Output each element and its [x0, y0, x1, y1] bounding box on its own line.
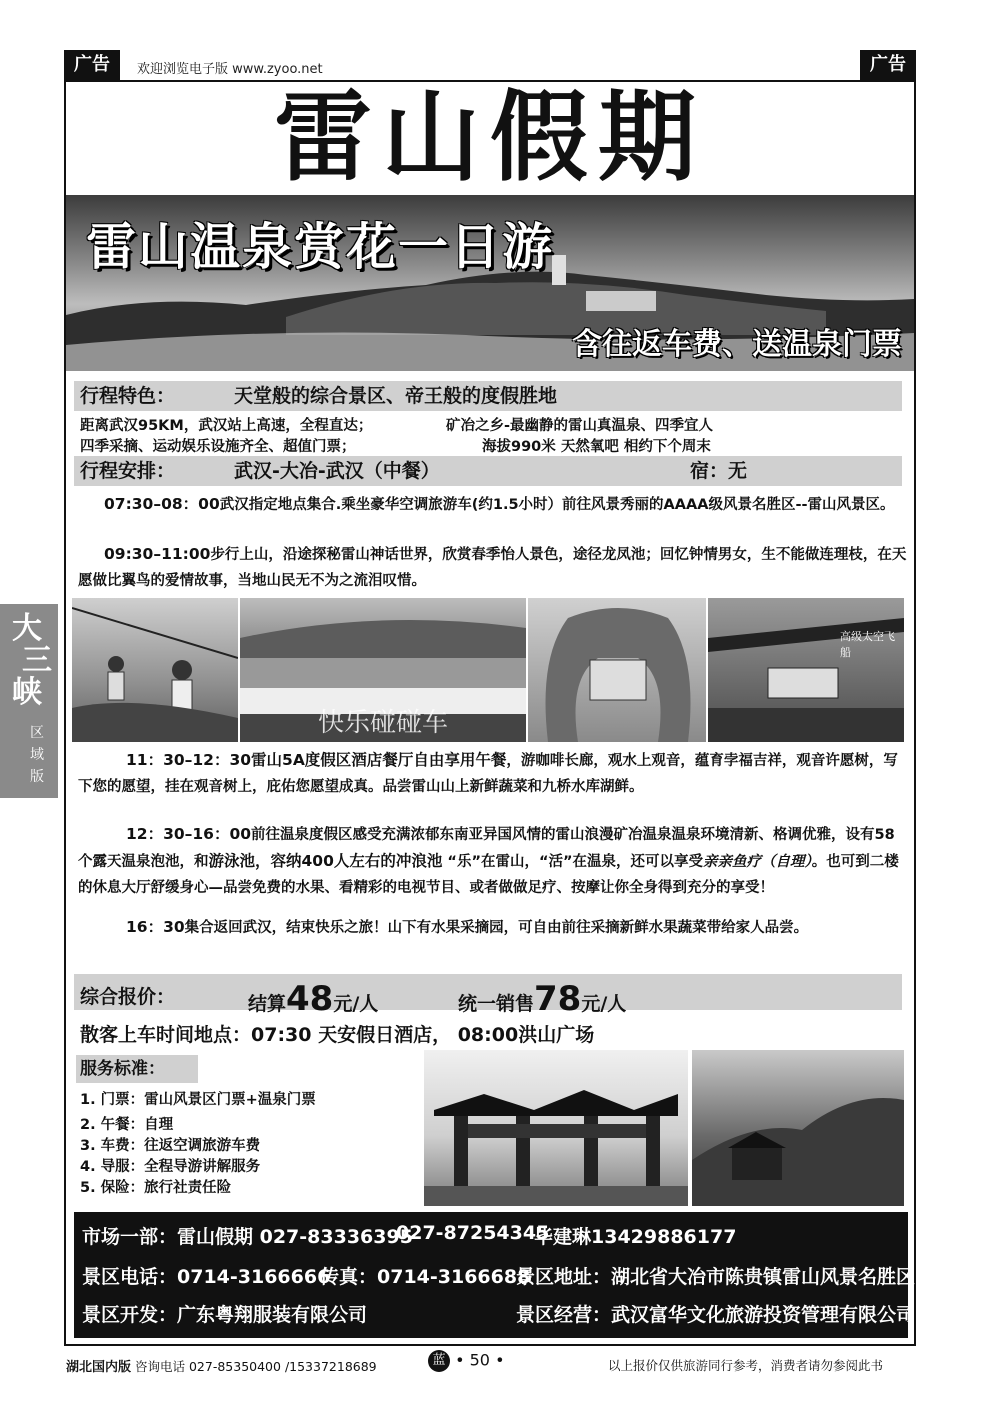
pickup-info: 散客上车时间地点：07:30 天安假日酒店， 08:00洪山广场: [80, 1024, 595, 1046]
price-label: 综合报价：: [80, 986, 176, 1008]
ad-tag-left: 广告: [64, 50, 120, 80]
contact-market: 市场一部：雷山假期 027-83336395: [82, 1226, 413, 1248]
photo-space-ship: [708, 598, 904, 742]
mountain-ridge-image: [692, 1050, 904, 1206]
service-item: 5. 保险：旅行社责任险: [80, 1180, 232, 1196]
service-item: 3. 车费：往返空调旅游车费: [80, 1138, 261, 1154]
photo-archway-gate: [424, 1050, 688, 1206]
settle-price: [248, 979, 378, 1019]
space-ship-image: [708, 598, 904, 742]
photo-caption-bumper-cars: 快乐碰碰车: [318, 708, 449, 738]
time-1630: 16：30: [126, 918, 185, 936]
developer: 景区开发：广东粤翔服装有限公司: [82, 1304, 368, 1326]
feature-line2-right: 海拔990米 天然氧吧 相约下个周末: [482, 439, 711, 455]
footer-edition: 湖北国内版: [66, 1360, 132, 1375]
retail-price: [458, 979, 626, 1019]
photo-zipline: [72, 598, 238, 742]
side-tab-char-1: 大: [12, 611, 42, 646]
website-url: 欢迎浏览电子版 www.zyoo.net: [137, 62, 323, 77]
tree-gate-image: [528, 598, 706, 742]
page-number: • 50 •: [455, 1350, 505, 1370]
scenic-phone: 景区电话：0714-3166666: [82, 1266, 331, 1288]
p4-text-a: 前往温泉度假区感受充满浓郁东南亚异国风情的雷山浪漫矿冶温泉温泉环境清新、格调优雅，设有58个露天温泉泡池，和: [78, 827, 895, 870]
service-item: 2. 午餐：自理: [80, 1117, 174, 1133]
price-bar: [74, 974, 902, 1019]
side-tab-char-3: 峡: [12, 675, 42, 710]
side-tab-small-3: 版: [30, 769, 44, 785]
side-tab-small-1: 区: [30, 725, 44, 741]
banner: [66, 195, 914, 371]
time-0730: 07:30–08：00: [104, 495, 220, 513]
contact-block: [74, 1212, 916, 1338]
retail-prefix: 统一销售: [458, 993, 535, 1015]
p5-text: 集合返回武汉，结束快乐之旅！山下有水果采摘园，可自由前往采摘新鲜水果蔬菜带给家人品尝。: [184, 920, 809, 936]
main-title: 雷山假期: [273, 81, 706, 195]
feature-line1-left: 距离武汉95KM，武汉站上高速，全程直达；: [80, 418, 373, 434]
scenic-address: 景区地址：湖北省大冶市陈贵镇雷山风景名胜区: [516, 1266, 916, 1288]
feature-line1-right: 矿冶之乡-最幽静的雷山真温泉、四季宜人: [446, 418, 714, 434]
blue-logo-icon: 蓝: [428, 1350, 450, 1372]
schedule-stay: 宿：无: [690, 460, 748, 482]
features-bar: [74, 381, 902, 411]
time-0930: 09:30–11:00: [104, 545, 211, 563]
photo-caption-space-ship: 高级太空飞船: [840, 630, 895, 659]
p4-text-b: “乐”在雷山，“活”在温泉，还可以享受: [447, 854, 704, 870]
service-title: 服务标准：: [76, 1055, 198, 1083]
features-label: 行程特色：: [80, 385, 176, 407]
operator: 景区经营：武汉富华文化旅游投资管理有限公司: [516, 1304, 916, 1326]
schedule-paragraph-3: [78, 747, 908, 800]
schedule-label: 行程安排：: [80, 460, 176, 482]
p4-bold-a: 游泳池，容纳400人左右的冲浪池: [208, 852, 443, 870]
schedule-paragraph-4: [78, 821, 908, 901]
footer-consult: 咨询电话 027-85350400 /15337218689: [135, 1359, 377, 1374]
settle-value: 48: [286, 979, 334, 1019]
schedule-paragraph-1: [78, 491, 908, 518]
banner-title: 雷山温泉赏花一日游: [86, 218, 554, 276]
settle-prefix: 结算: [248, 993, 287, 1015]
ad-tag-right: 广告: [860, 50, 916, 80]
archway-gate-image: [424, 1050, 688, 1206]
time-1230: 12：30–16：00: [126, 825, 252, 843]
p4-text-c: 。也可到二楼的休息大厅舒缓身心—品尝免费的水果、看精彩的电视节目、或者做做足疗、按摩让你全身得到充分的享受！: [78, 854, 899, 896]
fax: 传真：0714-3166688: [320, 1266, 531, 1288]
region-side-tab: [0, 604, 58, 798]
schedule-paragraph-2: [78, 541, 908, 594]
side-tab-small-2: 域: [30, 747, 44, 763]
zipline-image: [72, 598, 238, 742]
p2-text: 步行上山，沿途探秘雷山神话世界，欣赏春季怡人景色，途径龙凤池；回忆钟情男女，生不能做连理枝，在天愿做比翼鸟的爱情故事，当地山民无不为之流泪叹惜。: [78, 547, 907, 589]
settle-unit: 元/人: [333, 993, 379, 1015]
p3-bold: 雷山5A度假区酒店餐厅自由享用午餐: [251, 751, 507, 769]
features-headline: 天堂般的综合景区、帝王般的度假胜地: [234, 385, 558, 407]
p1-text: 武汉指定地点集合.乘坐豪华空调旅游车(约1.5小时）前往风景秀丽的AAAA级风景名胜区--雷山风景区。: [219, 497, 895, 513]
p3-text: ，游咖啡长廊，观水上观音，蕴育孛福吉祥，观音许愿树，写下您的愿望，挂在观音树上，庇佑您愿望成真。品尝雷山山上新鲜蔬菜和九桥水库湖鲜。: [78, 753, 898, 795]
schedule-bar: [74, 456, 902, 486]
photo-bumper-cars: [240, 598, 526, 742]
service-item: 1. 门票：雷山风景区门票+温泉门票: [80, 1092, 316, 1108]
contact-phone2: 027-87254345: [396, 1222, 550, 1244]
contact-person: 毕建琳13429886177: [534, 1226, 737, 1248]
feature-line2-left: 四季采摘、运动娱乐设施齐全、超值门票；: [80, 439, 356, 455]
footer-left: [66, 1356, 377, 1375]
schedule-route: 武汉-大冶-武汉（中餐）: [234, 460, 440, 482]
schedule-paragraph-5: [78, 914, 908, 941]
time-1130: 11：30–12：30: [126, 751, 252, 769]
photo-mountain-ridge: [692, 1050, 904, 1206]
footer-disclaimer: 以上报价仅供旅游同行参考，消费者请勿参阅此书: [608, 1358, 884, 1373]
p4-italic: 亲亲鱼疗（自理）: [703, 854, 812, 870]
side-tab-char-2: 三: [22, 643, 52, 678]
banner-subtitle: 含往返车费、送温泉门票: [572, 327, 902, 362]
photo-tree-gate: [528, 598, 706, 742]
footer-page: [428, 1350, 505, 1372]
retail-unit: 元/人: [581, 993, 627, 1015]
service-item: 4. 导服：全程导游讲解服务: [80, 1159, 261, 1175]
retail-value: 78: [534, 979, 582, 1019]
